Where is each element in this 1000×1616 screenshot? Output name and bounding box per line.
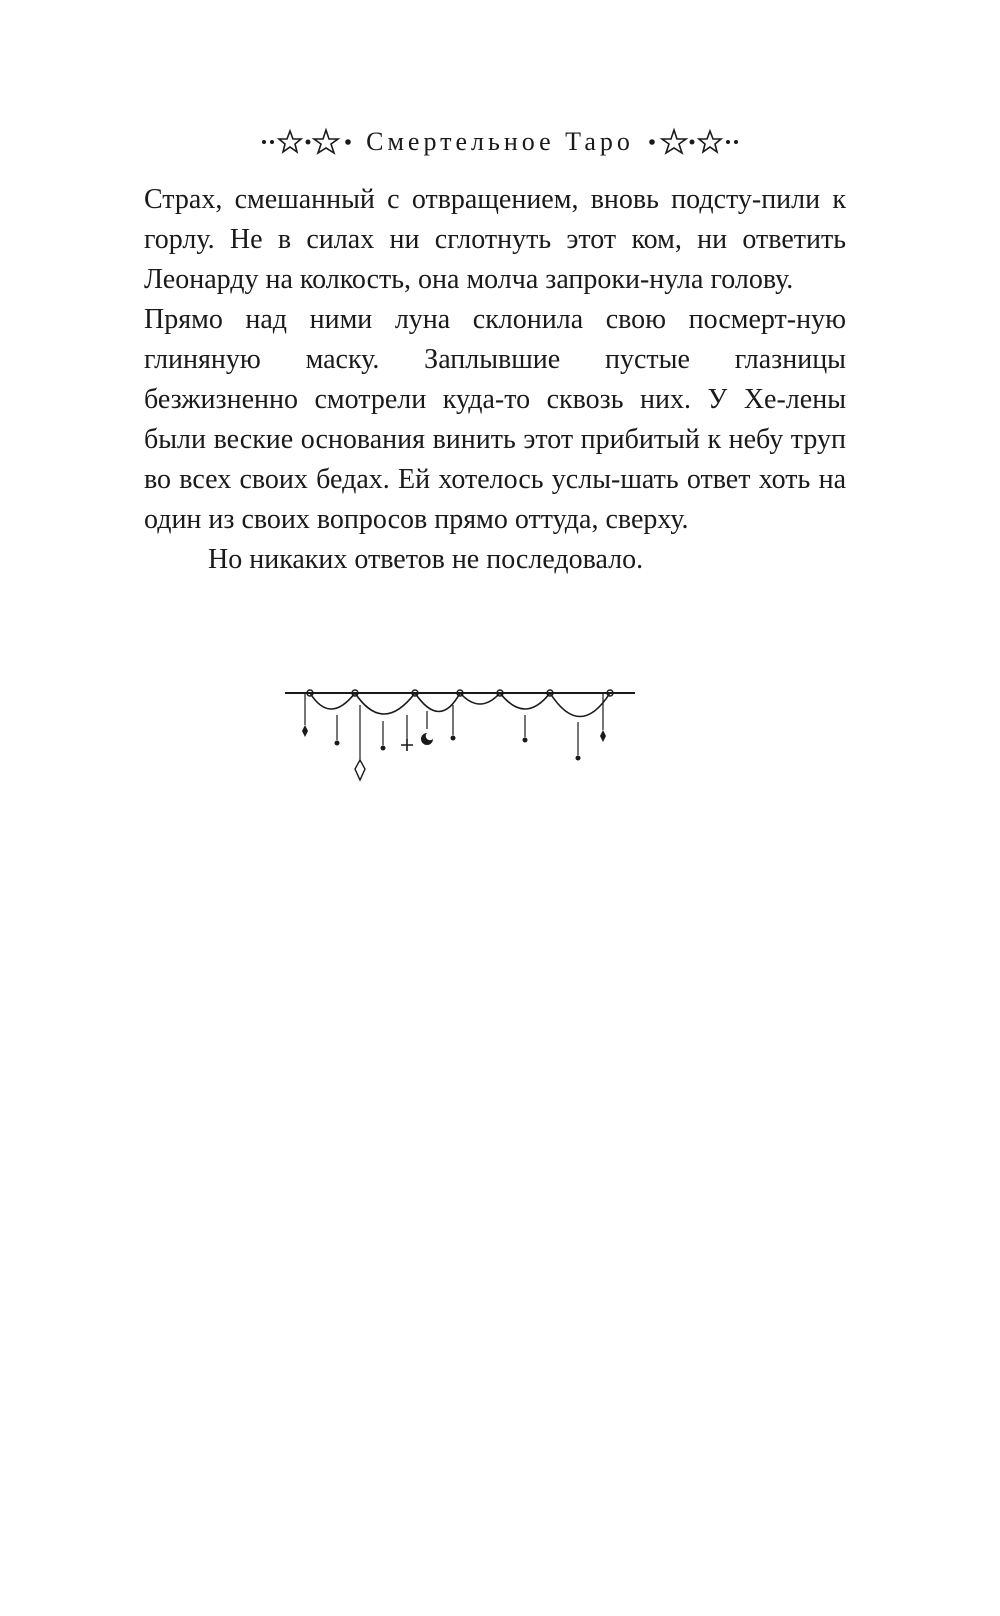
- stars-and-dots-ornament-icon: [644, 127, 744, 157]
- paragraph-1: Страх, смешанный с отвращением, вновь подсту-пили к горлу. Не в силах ни сглотнуть этот ком, ни ответить Леонарду на колкость, она молча запроки-нула голову.: [144, 184, 846, 295]
- dots-and-stars-ornament-icon: [256, 127, 356, 157]
- running-head: [140, 122, 860, 162]
- body-text: [144, 180, 846, 580]
- hanging-garland-ornament-icon: [285, 685, 635, 795]
- paragraph-2: Прямо над ними луна склонила свою посмерт-ную глиняную маску. Заплывшие пустые глазницы безжизненно смотрели куда-то сквозь них. У Хе-лены были веские основания винить этот прибитый к небу труп во всех своих бедах. Ей хотелось услы-шать ответ хоть на один из своих вопросов прямо оттуда, сверху.: [144, 304, 846, 535]
- paragraph-3: Но никаких ответов не последовало.: [208, 544, 644, 575]
- running-head-title: Смертельное Таро: [366, 127, 634, 156]
